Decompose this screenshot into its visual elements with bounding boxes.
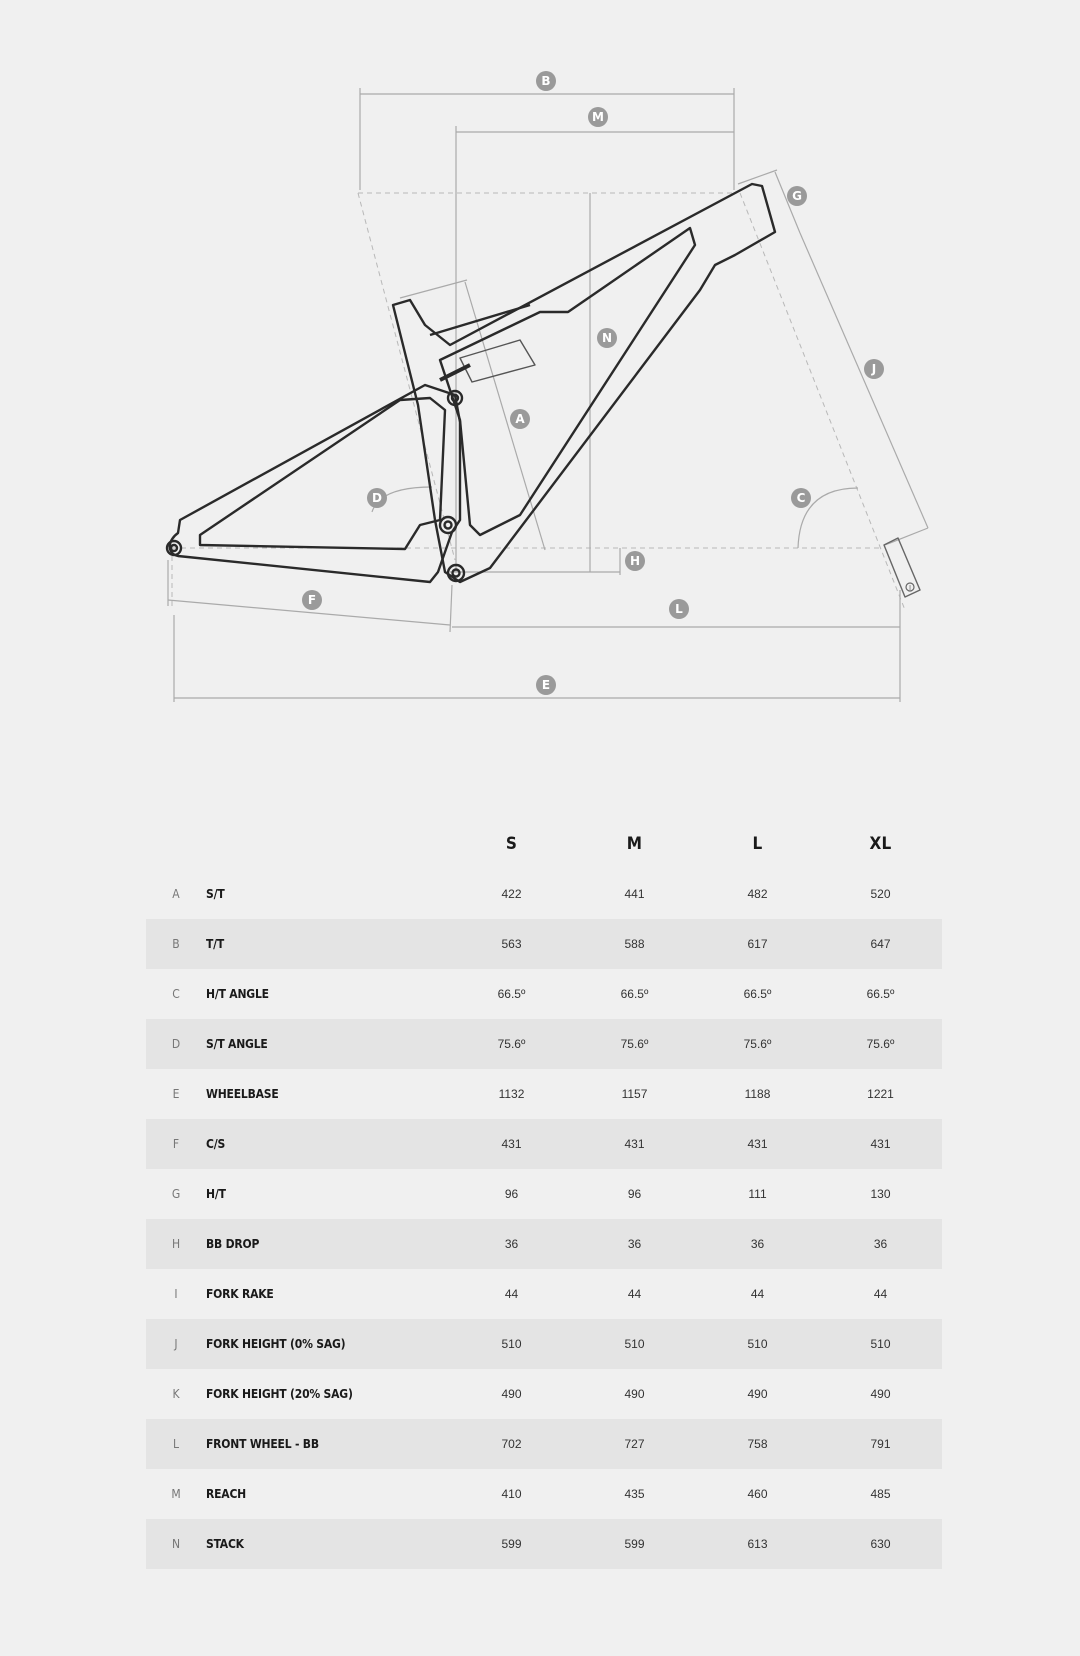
table-row [146, 1369, 942, 1419]
svg-text:D: D [372, 491, 382, 505]
row-value: 510 [450, 1319, 573, 1369]
row-value: 66.5º [497, 987, 526, 1001]
row-letter: D [146, 1019, 206, 1069]
table-row [146, 1119, 942, 1169]
row-letter: E [172, 1087, 180, 1101]
label-n [597, 328, 617, 348]
row-value: 588 [573, 919, 696, 969]
svg-text:F: F [307, 593, 317, 607]
row-measurement-name: REACH [206, 1487, 247, 1501]
row-value: 111 [748, 1187, 767, 1201]
label-b [536, 71, 556, 91]
label-h [625, 551, 645, 571]
row-value: 44 [504, 1287, 519, 1301]
row-value: 490 [747, 1387, 768, 1401]
svg-text:C: C [796, 491, 806, 505]
row-value: 36 [450, 1219, 573, 1269]
row-value: 727 [573, 1419, 696, 1469]
row-value: 75.6º [450, 1019, 573, 1069]
table-row [146, 1319, 942, 1369]
row-value: 791 [819, 1419, 942, 1469]
frame-geometry-diagram [0, 0, 1080, 730]
row-value: 510 [696, 1319, 819, 1369]
label-c [791, 488, 811, 508]
row-value: 1157 [621, 1087, 648, 1101]
row-measurement-name: FORK HEIGHT (20% SAG) [206, 1387, 353, 1401]
label-m [588, 107, 608, 127]
row-value: 431 [450, 1119, 573, 1169]
row-value: 435 [624, 1487, 645, 1501]
dimension-lines [168, 88, 928, 702]
row-value: 130 [870, 1187, 891, 1201]
row-value: 75.6º [573, 1019, 696, 1069]
row-value: 702 [450, 1419, 573, 1469]
table-row [146, 1019, 942, 1069]
row-value: 520 [870, 887, 891, 901]
row-value: 431 [696, 1119, 819, 1169]
row-value: 490 [501, 1387, 522, 1401]
table-row [146, 1469, 942, 1519]
row-value: 599 [573, 1519, 696, 1569]
row-value: 66.5º [743, 987, 772, 1001]
row-letter: G [171, 1187, 181, 1201]
label-a [510, 409, 530, 429]
row-value: 75.6º [819, 1019, 942, 1069]
row-value: 44 [750, 1287, 765, 1301]
row-measurement-name: FORK HEIGHT (0% SAG) [206, 1319, 450, 1369]
row-measurement-name: S/T ANGLE [206, 1019, 450, 1069]
row-value: 563 [450, 919, 573, 969]
row-measurement-name: H/T ANGLE [206, 987, 269, 1001]
row-measurement-name: FORK RAKE [206, 1287, 274, 1301]
table-row [146, 969, 942, 1019]
row-value: 441 [624, 887, 645, 901]
row-value: 431 [819, 1119, 942, 1169]
row-letter: L [146, 1419, 206, 1469]
row-value: 647 [819, 919, 942, 969]
row-value: 1221 [867, 1087, 894, 1101]
bike-frame [167, 184, 920, 597]
row-value: 36 [819, 1219, 942, 1269]
table-row [146, 1169, 942, 1219]
svg-text:G: G [792, 189, 802, 203]
table-row [146, 1069, 942, 1119]
row-letter: K [172, 1387, 180, 1401]
row-measurement-name: C/S [206, 1119, 450, 1169]
row-letter: N [146, 1519, 206, 1569]
row-value: 490 [624, 1387, 645, 1401]
header-letter [146, 819, 206, 869]
table-row [146, 1219, 942, 1269]
label-f [302, 590, 322, 610]
size-m: M [626, 834, 643, 854]
svg-text:N: N [601, 331, 613, 345]
table-row [146, 1269, 942, 1319]
row-letter: B [146, 919, 206, 969]
row-letter: J [146, 1319, 206, 1369]
row-letter: C [172, 987, 180, 1001]
row-value: 66.5º [866, 987, 895, 1001]
table-row [146, 1419, 942, 1469]
row-value: 599 [450, 1519, 573, 1569]
row-value: 490 [870, 1387, 891, 1401]
geometry-table [146, 819, 942, 1569]
row-value: 422 [501, 887, 522, 901]
row-value: 44 [873, 1287, 888, 1301]
row-value: 410 [501, 1487, 522, 1501]
svg-text:E: E [541, 678, 551, 692]
geometry-rows [146, 869, 942, 1569]
row-measurement-name: T/T [206, 919, 450, 969]
label-e [536, 675, 556, 695]
row-letter: M [171, 1487, 181, 1501]
row-value: 510 [573, 1319, 696, 1369]
row-value: 1188 [744, 1087, 771, 1101]
row-letter: F [146, 1119, 206, 1169]
svg-text:L: L [675, 602, 683, 616]
row-measurement-name: STACK [206, 1519, 450, 1569]
label-j [864, 359, 884, 379]
svg-text:M: M [592, 110, 604, 124]
row-value: 36 [696, 1219, 819, 1269]
row-value: 96 [627, 1187, 642, 1201]
label-i: I [908, 584, 912, 592]
row-letter: A [172, 887, 180, 901]
size-s: S [505, 834, 518, 854]
row-value: 36 [573, 1219, 696, 1269]
row-value: 617 [696, 919, 819, 969]
table-row [146, 919, 942, 969]
svg-text:A: A [515, 412, 525, 426]
row-value: 485 [870, 1487, 891, 1501]
size-header-row [146, 819, 942, 869]
row-measurement-name: WHEELBASE [206, 1087, 279, 1101]
row-measurement-name: S/T [206, 887, 225, 901]
row-value: 431 [573, 1119, 696, 1169]
table-row [146, 1519, 942, 1569]
row-value: 613 [696, 1519, 819, 1569]
size-xl: XL [869, 834, 892, 854]
row-value: 44 [627, 1287, 642, 1301]
row-measurement-name: BB DROP [206, 1219, 450, 1269]
row-letter: H [146, 1219, 206, 1269]
header-measurement [206, 819, 450, 869]
svg-text:B: B [541, 74, 551, 88]
row-value: 630 [819, 1519, 942, 1569]
row-letter: I [174, 1287, 178, 1301]
row-value: 482 [747, 887, 768, 901]
label-g [787, 186, 807, 206]
label-d [367, 488, 387, 508]
row-value: 75.6º [696, 1019, 819, 1069]
label-l [669, 599, 689, 619]
row-value: 66.5º [620, 987, 649, 1001]
row-measurement-name: FRONT WHEEL - BB [206, 1419, 450, 1469]
svg-text:J: J [871, 362, 877, 376]
row-measurement-name: H/T [206, 1187, 226, 1201]
row-value: 758 [696, 1419, 819, 1469]
row-value: 510 [819, 1319, 942, 1369]
row-value: 460 [747, 1487, 768, 1501]
svg-text:H: H [629, 554, 641, 568]
table-row [146, 869, 942, 919]
row-value: 1132 [498, 1087, 525, 1101]
row-value: 96 [504, 1187, 519, 1201]
size-l: L [752, 834, 763, 854]
